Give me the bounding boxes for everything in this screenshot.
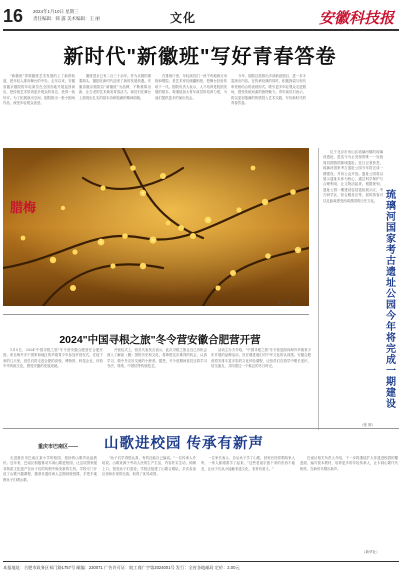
section-name: 文化 [170,11,197,25]
article3-col-2: "孩子们学得很认真，有的还能自己编词。"一位传承人介绍说。山歌来源于劳动人民的生产生活，内容朴实生动，朗朗上口，很受孩子们喜爱。学校还组建了山歌合唱队，多次参加区里和市里的比赛，取得了优异成绩。 [102,456,196,477]
masthead-rule [3,29,399,31]
masthead [0,0,402,34]
sidebar-headline: 琉璃河国家考古遗址公园今年将完成一期建设 [386,190,396,410]
photo-tag: 腊梅 [10,200,37,215]
article2-col-1: 1月5日，2024"中国寻根之旅"冬令营安徽合肥营在合肥开营。来自海外多个国家和地区的华裔青少年参加开营仪式。在接下来的几天里，营员们将走进合肥的高校、博物馆、科技企业，体验中华传统文化，感受安徽的发展成就。 [3,348,103,369]
article2-col-2: 开营仪式上，营员代表发言表示，此次寻根之旅让自己有机会深入了解祖（籍）国的历史和文化，将珍惜这次难得的机会，认真学习，做中外友好交流的小使者。据悉，冬令营期间营员还将学习书法、剪纸、中国结等传统技艺。 [107,348,207,369]
article3-credit: （新华社） [362,550,380,554]
article2-credit: （张 婷） [360,423,376,427]
article2-top-rule [3,314,309,315]
article1-headline: 新时代"新徽班"写好青春答卷 [63,46,337,68]
article3-col-1: 走进重庆市巴南区某小学的校园，悠扬的山歌声此起彼伏。近年来，巴南区积极推动木洞山歌进校园，让这项国家级非物质文化遗产在孩子们的传唱中焕发新的生机。学校专门开设了山歌兴趣课程，邀请非遗传承人定期到校授课，手把手地教孩子们唱山歌。 [3,456,97,482]
plum-blossom-image [3,148,309,306]
article2-headline: 2024"中国寻根之旅"冬令营安徽合肥营开营 [59,334,261,346]
page-footer: 本报地址：合肥市政务区祁门路1757号 邮编：230071 广告许可证：皖工商广字第2024001号 发行：全省各地邮局 定价：2.00元 [3,561,399,573]
date-editor-box [33,8,100,22]
article1-col-4: 今年，剧院还将推出多部新创剧目，进一步丰富演出内容。在传承经典的同时，积极探索与现代审美相结合的表现形式，吸引更多年轻观众走进剧场，感受传统戏曲的独特魅力。青年演员们表示，将以更加饱满的热情投入艺术实践，写好新时代的青春答卷。 [231,74,306,106]
article1-col-1: "新徽班"带领徽班艺术发展的上了新的轨道，把年轻人推向舞台的中央。去年以来，安徽省徽京剧院的年轻演员在全国各地开展巡回演出，把传统艺术带到更多观众的身边，获得一致好评。为了拓展演出空间，剧院推出一批小剧场作品，深受年轻观众喜爱。 [3,74,75,106]
article1-col-3: 在排练厅里，年轻演员们一丝不苟地练习身段和唱腔。老艺术家们倾囊相授，把舞台经验传给下一代。剧院负责人表示，人才培养是院团发展的根本，将继续加大青年演员的培养力度，为他们提供更多的演出机会。 [155,74,227,100]
article3-col-3: 一位家长表示，自从孩子学了山歌，回家后经常唱给家人听，一家人都跟着学了起来。"这些老祖宗留下来的东西不能丢，让孩子们从小接触非遗文化，非常有意义。" [201,456,295,471]
article3-col-4: 巴南区相关负责人介绍，下一步将继续扩大非遗进校园的覆盖面，编写校本教材，培养更多的年轻传承人，让木洞山歌代代相传，在新时代唱出新声。 [300,456,398,471]
editor-line: 责任编辑：韩 露 美术编辑：王 丽 [33,16,100,21]
paper-logo: 安徽科技报 [318,11,394,27]
article3-subhead: 重庆市巴南区—— [38,444,79,450]
article3-top-rule [3,428,399,429]
article1-col-2: 徽班进京已有二百三十余年。作为京剧的重要源头，徽剧在新时代迎来了新的发展机遇。安徽省徽京剧院以"新徽班"为品牌，不断推陈出新，让古老的艺术焕发青春活力。演员们在舞台上展现出扎实的基本功和饱满的精神面貌。 [79,74,151,100]
page-number: 16 [3,6,24,26]
plum-blossom-photo [3,148,309,306]
article3-headline: 山歌进校园 传承有新声 [104,436,265,452]
article2-col-3: 活动主办方介绍，"中国寻根之旅"冬令营是面向海外华裔青少年开展的品牌活动，旨在增进他们对中华文化的认同感。安徽合肥营将安排丰富多彩的文化体验课程，让营员们在游学中增长见识、结交朋友，共同度过一个难忘的冬日时光。 [211,348,311,369]
date-line: 2024年1月10日 星期三 [33,9,79,14]
sidebar-text: 位于北京市房山区琉璃河镇的琉璃河遗址，是迄今为止发现的唯一一处西周初期燕国都城遗址。近日记者获悉，琉璃河国家考古遗址公园今年将完成一期建设，并向公众开放。遗址公园将以展示遗址本体为核心，通过科学保护与合理利用，让文物活起来。根据规划，遗址公园一期建设包括遗址展示区、考古研学区、综合服务区等，届时游客可以近距离感受西周燕国的历史文化。 [323,150,383,203]
photo-credit: 孟 红 摄 [278,301,291,305]
